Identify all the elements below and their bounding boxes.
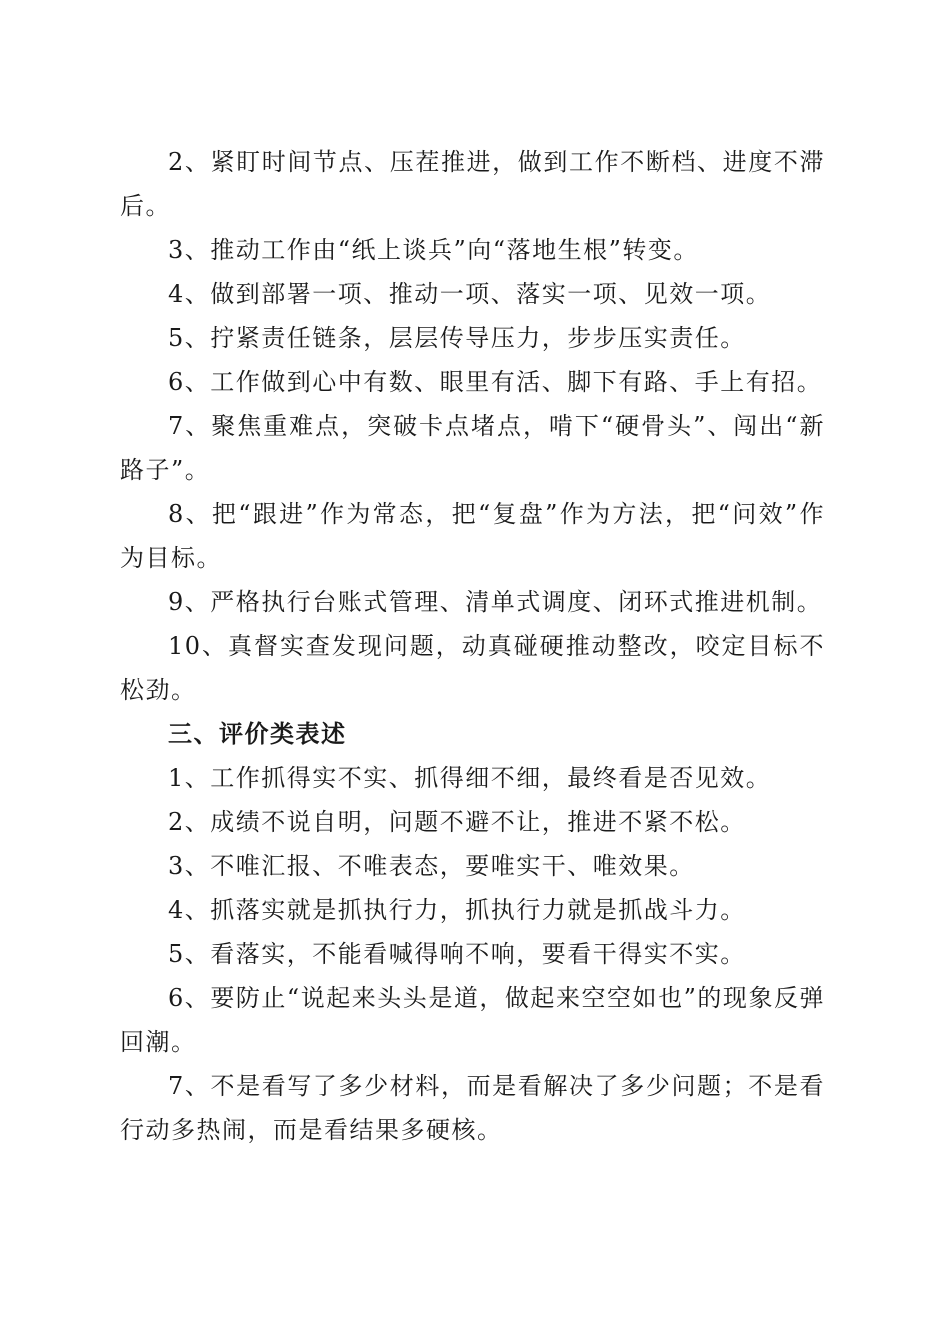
list-item: 7、不是看写了多少材料，而是看解决了多少问题；不是看行动多热闹，而是看结果多硬核。 — [120, 1072, 825, 1144]
list-item: 3、推动工作由“纸上谈兵”向“落地生根”转变。 — [168, 236, 699, 264]
list-item: 2、紧盯时间节点、压茬推进，做到工作不断档、进度不滞后。 — [120, 148, 825, 220]
list-item: 10、真督实查发现问题，动真碰硬推动整改，咬定目标不松劲。 — [120, 632, 825, 704]
list-item: 5、看落实，不能看喊得响不响，要看干得实不实。 — [168, 940, 746, 968]
list-item: 3、不唯汇报、不唯表态，要唯实干、唯效果。 — [168, 852, 695, 880]
section-heading: 三、评价类表述 — [168, 720, 347, 748]
list-item: 9、严格执行台账式管理、清单式调度、闭环式推进机制。 — [168, 588, 823, 616]
list-item: 4、做到部署一项、推动一项、落实一项、见效一项。 — [168, 280, 772, 308]
list-item: 5、拧紧责任链条，层层传导压力，步步压实责任。 — [168, 324, 746, 352]
list-item: 7、聚焦重难点，突破卡点堵点，啃下“硬骨头”、闯出“新路子”。 — [120, 412, 825, 484]
list-item: 6、工作做到心中有数、眼里有活、脚下有路、手上有招。 — [168, 368, 823, 396]
list-item: 1、工作抓得实不实、抓得细不细，最终看是否见效。 — [168, 764, 772, 792]
list-item: 8、把“跟进”作为常态，把“复盘”作为方法，把“问效”作为目标。 — [120, 500, 825, 572]
document-page — [120, 140, 825, 1152]
list-item: 6、要防止“说起来头头是道，做起来空空如也”的现象反弹回潮。 — [120, 984, 825, 1056]
list-item: 2、成绩不说自明，问题不避不让，推进不紧不松。 — [168, 808, 746, 836]
list-item: 4、抓落实就是抓执行力，抓执行力就是抓战斗力。 — [168, 896, 746, 924]
